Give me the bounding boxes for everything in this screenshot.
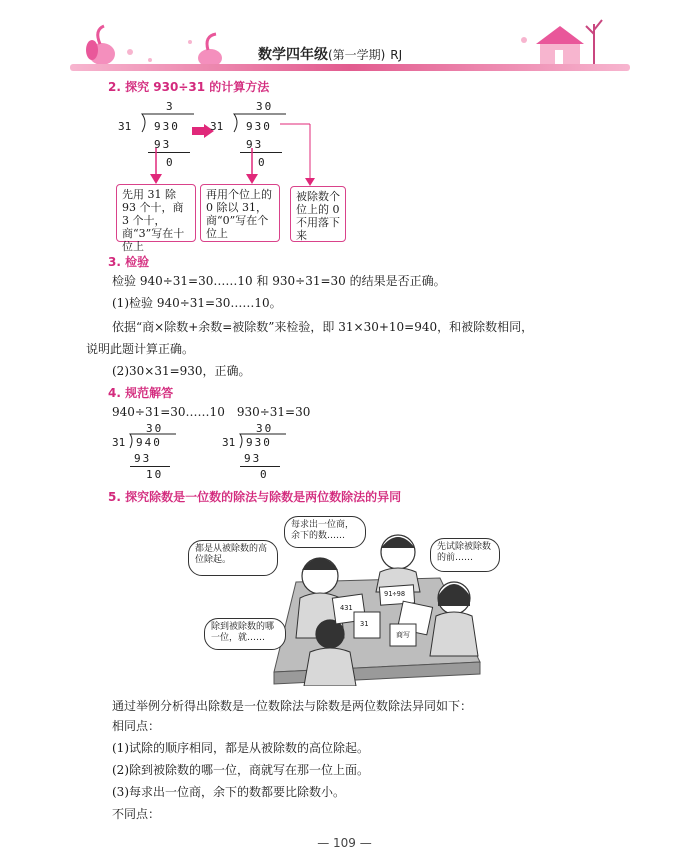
paper-card-2: 431: [340, 604, 353, 612]
paper-card-4: 商写: [396, 631, 410, 639]
section-4-heading: 4. 规范解答: [108, 386, 174, 400]
semester-label: (第一学期): [328, 48, 386, 62]
product: 93: [154, 138, 172, 151]
paper-card-1: 91÷98: [384, 590, 406, 598]
header-bar: [70, 64, 630, 71]
header-decoration-left: [70, 22, 230, 70]
house-decoration-icon: [510, 14, 610, 68]
section-5-heading: 5. 探究除数是一位数的除法与除数是两位数除法的异同: [108, 490, 402, 504]
long-division-930: [222, 422, 302, 482]
quotient: 30: [256, 100, 274, 113]
edition-label: RJ: [390, 48, 403, 62]
check-line-1: 检验 940÷31=30……10 和 930÷31=30 的结果是否正确。: [112, 274, 446, 288]
dividend: 940: [136, 436, 162, 449]
header-title: [258, 44, 402, 64]
check-line-2: (1)检验 940÷31=30……10。: [112, 296, 282, 310]
dividend: 930: [246, 120, 272, 133]
illustration-students: [184, 512, 502, 686]
divisor: 31: [222, 436, 236, 449]
speech-bubble-right: 先试除被除数的前……: [430, 538, 500, 572]
header-decoration-right: [510, 14, 610, 68]
quotient: 30: [256, 422, 274, 435]
check-line-5: (2)30×31=930，正确。: [112, 364, 251, 378]
analysis-line-2: 相同点：: [112, 719, 161, 733]
page-number: — 109 —: [317, 836, 372, 850]
remainder: 10: [146, 468, 164, 481]
divisor: 31: [112, 436, 126, 449]
speech-bubble-left: 都是从被除数的高位除起。: [188, 540, 278, 576]
speech-bubble-top: 每求出一位商，余下的数……: [284, 516, 366, 548]
remainder: 0: [260, 468, 267, 481]
flower-decoration-icon: [70, 22, 230, 70]
long-division-940: [112, 422, 192, 482]
analysis-line-4: (2)除到被除数的哪一位，商就写在那一位上面。: [112, 763, 369, 777]
explanation-box-2: 再用个位上的 0 除以 31，商“0”写在个位上: [200, 184, 280, 242]
quotient: 3: [166, 100, 173, 113]
dividend: 930: [246, 436, 272, 449]
analysis-line-5: (3)每求出一位商，余下的数都要比除数小。: [112, 785, 345, 799]
explanation-box-1: 先用 31 除 93 个十，商 3 个十，商“3”写在十位上: [116, 184, 196, 242]
book-title: 数学四年级: [258, 47, 328, 63]
analysis-line-1: 通过举例分析得出除数是一位数除法与除数是两位数除法异同如下：: [112, 699, 473, 713]
remainder: 0: [166, 156, 173, 169]
section-3-heading: 3. 检验: [108, 255, 150, 269]
speech-bubble-bottom: 除到被除数的哪一位，就……: [204, 618, 286, 650]
divisor: 31: [210, 120, 224, 133]
solution-equations: 940÷31=30……10 930÷31=30: [112, 405, 311, 419]
dividend: 930: [154, 120, 180, 133]
product: 93: [246, 138, 264, 151]
explanation-box-3: 被除数个位上的 0 不用落下来: [290, 186, 346, 242]
product: 93: [134, 452, 152, 465]
divisor: 31: [118, 120, 132, 133]
check-line-3: 依据“商×除数+余数=被除数”来检验，即 31×30+10=940，和被除数相同，: [112, 320, 534, 334]
analysis-line-3: (1)试除的顺序相同，都是从被除数的高位除起。: [112, 741, 369, 755]
paper-card-3: 31: [360, 620, 369, 628]
product: 93: [244, 452, 262, 465]
annotation-arrows: [140, 120, 340, 190]
analysis-line-6: 不同点：: [112, 807, 161, 821]
quotient: 30: [146, 422, 164, 435]
section-2-heading: 2. 探究 930÷31 的计算方法: [108, 80, 270, 94]
check-line-4: 说明此题计算正确。: [86, 342, 195, 356]
remainder: 0: [258, 156, 265, 169]
